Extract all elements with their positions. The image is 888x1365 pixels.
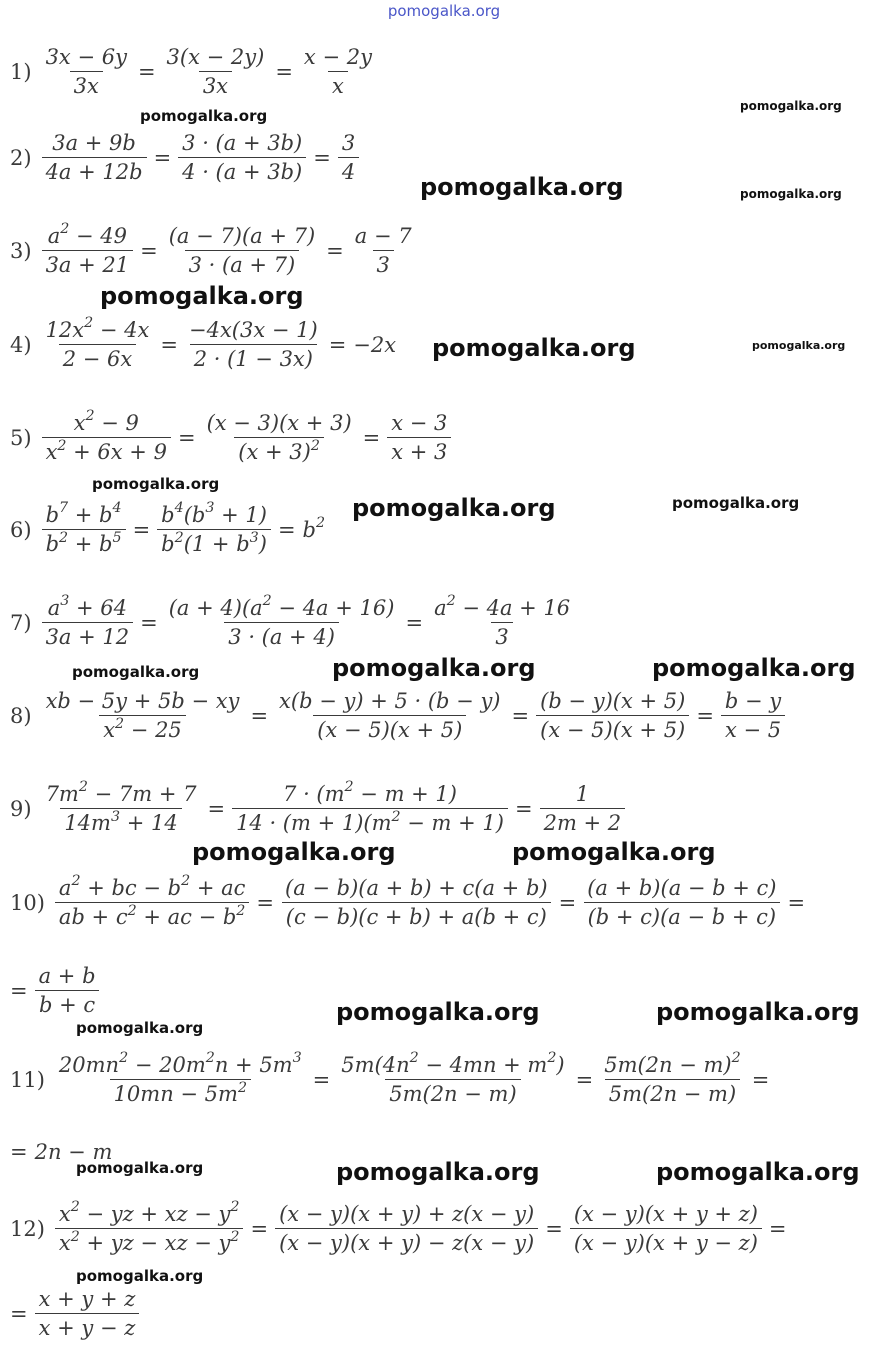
continuation-equals: = xyxy=(10,1301,28,1326)
denominator: 4a + 12b xyxy=(42,157,147,185)
fraction xyxy=(42,221,134,279)
denominator: x xyxy=(328,71,348,99)
numerator: x(b − y) + 5 · (b − y) xyxy=(279,688,501,713)
fraction xyxy=(165,593,399,651)
equals-sign: = xyxy=(132,517,151,542)
continuation-equals: = xyxy=(10,1140,28,1164)
watermark: pomogalka.org xyxy=(332,654,536,682)
problem-number: 11) xyxy=(10,1067,45,1092)
denominator: $x^2 - 25$ xyxy=(99,715,186,743)
equals-sign: = xyxy=(328,332,347,357)
denominator: 4 xyxy=(338,157,359,185)
equals-sign: = xyxy=(140,238,158,263)
numerator: $a^3 + 64$ xyxy=(47,593,127,620)
equation-line xyxy=(10,45,378,100)
denominator: 5m(2n − m) xyxy=(385,1079,520,1107)
numerator: x − 3 xyxy=(391,410,448,435)
watermark: pomogalka.org xyxy=(76,1267,204,1285)
numerator: 3a + 9b xyxy=(52,130,136,155)
watermark: pomogalka.org xyxy=(656,1158,860,1186)
fraction xyxy=(351,224,416,279)
denominator: x + y − z xyxy=(35,1313,140,1341)
problem-number: 3) xyxy=(10,238,32,263)
fraction xyxy=(42,315,154,373)
equals-sign: = xyxy=(312,1067,331,1092)
numerator: $b^4(b^3 + 1)$ xyxy=(161,500,267,527)
fraction xyxy=(42,131,147,186)
numerator: 3x − 6y xyxy=(45,44,127,69)
denominator: x + 3 xyxy=(387,437,451,465)
equals-sign: = xyxy=(277,517,296,542)
numerator: $7m^2 - 7m + 7$ xyxy=(45,779,197,806)
watermark: pomogalka.org xyxy=(420,173,624,201)
fraction xyxy=(430,593,574,651)
fraction xyxy=(178,131,306,186)
problem-number: 7) xyxy=(10,610,32,635)
denominator: (x − 5)(x + 5) xyxy=(313,715,466,743)
fraction xyxy=(387,411,451,466)
numerator: $a^2 - 49$ xyxy=(47,221,127,248)
numerator: xb − 5y + 5b − xy xyxy=(45,688,240,713)
result-expression: −2x xyxy=(353,332,397,357)
watermark: pomogalka.org xyxy=(92,475,220,493)
denominator: 3 xyxy=(491,622,512,650)
numerator: (a − 7)(a + 7) xyxy=(168,223,316,248)
numerator: $5m(2n - m)^2$ xyxy=(604,1050,741,1077)
equation-line xyxy=(10,1287,141,1342)
numerator: b − y xyxy=(724,688,782,713)
fraction xyxy=(163,45,269,100)
fraction xyxy=(35,964,100,1019)
numerator: $5m(4n^2 - 4mn + m^2)$ xyxy=(341,1050,565,1077)
numerator: a + b xyxy=(38,963,96,988)
equals-sign: = xyxy=(696,703,714,728)
equals-sign: = xyxy=(751,1067,770,1092)
denominator: 3x xyxy=(199,71,232,99)
equals-sign: = xyxy=(511,703,530,728)
fraction xyxy=(55,1050,306,1108)
numerator: −4x(3x − 1) xyxy=(188,317,318,342)
fraction xyxy=(185,318,322,373)
watermark: pomogalka.org xyxy=(76,1019,204,1037)
numerator: (x − y)(x + y + z) xyxy=(573,1201,758,1226)
denominator: (x − 5)(x + 5) xyxy=(536,715,689,743)
numerator: (x − 3)(x + 3) xyxy=(206,410,352,435)
watermark: pomogalka.org xyxy=(432,334,636,362)
denominator: 2 − 6x xyxy=(59,344,137,372)
watermark: pomogalka.org xyxy=(352,494,556,522)
numerator: x − 2y xyxy=(303,44,372,69)
denominator: (x − y)(x + y) − z(x − y) xyxy=(275,1228,538,1256)
problem-number: 5) xyxy=(10,425,32,450)
numerator: 1 xyxy=(575,781,590,806)
equals-sign: = xyxy=(250,703,269,728)
problem-number: 8) xyxy=(10,703,32,728)
equation-line xyxy=(10,1199,792,1257)
equals-sign: = xyxy=(177,425,196,450)
equation-line xyxy=(10,779,627,837)
denominator: 3 xyxy=(373,250,394,278)
denominator: $b^2 + b^5$ xyxy=(42,529,126,557)
equals-sign: = xyxy=(153,145,172,170)
fraction xyxy=(275,1202,538,1257)
denominator: 3a + 12 xyxy=(42,622,134,650)
problem-number: 6) xyxy=(10,517,32,542)
watermark: pomogalka.org xyxy=(656,998,860,1026)
watermark: pomogalka.org xyxy=(672,494,800,512)
equation-line xyxy=(10,500,326,558)
fraction xyxy=(165,224,319,279)
equation-line xyxy=(10,593,576,651)
equals-sign: = xyxy=(575,1067,594,1092)
continuation-equals: = xyxy=(10,978,28,1003)
denominator: 3 · (a + 4) xyxy=(224,622,339,650)
denominator: (x − y)(x + y − z) xyxy=(570,1228,762,1256)
equals-sign: = xyxy=(140,610,158,635)
problem-number: 1) xyxy=(10,59,32,84)
numerator: (x − y)(x + y) + z(x − y) xyxy=(279,1201,535,1226)
equation-line xyxy=(10,131,361,186)
equation-line xyxy=(10,221,418,279)
denominator: $14 \cdot (m + 1)(m^2 - m + 1)$ xyxy=(232,808,508,836)
watermark: pomogalka.org xyxy=(76,1159,204,1177)
numerator: $b^7 + b^4$ xyxy=(45,500,122,527)
fraction xyxy=(600,1050,744,1108)
problem-number: 4) xyxy=(10,332,32,357)
equation-line xyxy=(10,964,102,1019)
numerator: a − 7 xyxy=(354,223,412,248)
fraction xyxy=(55,873,249,931)
fraction xyxy=(536,689,689,744)
denominator: 3x xyxy=(70,71,103,99)
denominator: x − 5 xyxy=(721,715,785,743)
numerator: 3 xyxy=(341,130,356,155)
denominator: $10mn - 5m^2$ xyxy=(110,1079,251,1107)
equals-sign: = xyxy=(558,890,577,915)
watermark: pomogalka.org xyxy=(512,838,716,866)
watermark: pomogalka.org xyxy=(740,99,842,113)
denominator: 3 · (a + 7) xyxy=(185,250,300,278)
equation-line xyxy=(10,689,787,744)
numerator: $a^2 - 4a + 16$ xyxy=(434,593,571,620)
fraction xyxy=(42,779,201,837)
equation-line xyxy=(10,873,810,931)
numerator: (b − y)(x + 5) xyxy=(540,688,686,713)
fraction xyxy=(42,500,126,558)
numerator: $x^2$ − yz + xz − $y^2$ xyxy=(58,1199,240,1226)
denominator: (b + c)(a − b + c) xyxy=(584,902,781,930)
numerator: x + y + z xyxy=(38,1286,136,1311)
fraction xyxy=(540,782,626,837)
denominator: 5m(2n − m) xyxy=(605,1079,740,1107)
fraction xyxy=(338,131,359,186)
denominator: $x^2 + 6x + 9$ xyxy=(42,437,171,465)
denominator: 4 · (a + 3b) xyxy=(178,157,306,185)
equals-sign: = xyxy=(207,796,226,821)
problem-number: 12) xyxy=(10,1216,45,1241)
equals-sign: = xyxy=(545,1216,563,1241)
watermark: pomogalka.org xyxy=(336,1158,540,1186)
fraction xyxy=(35,1287,140,1342)
equals-sign: = xyxy=(405,610,424,635)
denominator: 2 · (1 − 3x) xyxy=(190,344,317,372)
fraction xyxy=(42,689,244,744)
watermark: pomogalka.org xyxy=(336,998,540,1026)
equals-sign: = xyxy=(514,796,533,821)
equals-sign: = xyxy=(275,59,293,84)
numerator: (a − b)(a + b) + c(a + b) xyxy=(285,875,548,900)
equals-sign: = xyxy=(256,890,274,915)
equation-line xyxy=(10,1050,774,1108)
equation-line xyxy=(10,315,397,373)
numerator: $a^2$ + bc − $b^2$ + ac xyxy=(58,873,246,900)
fraction xyxy=(203,411,356,466)
numerator: $x^2 - 9$ xyxy=(73,408,139,435)
site-header-link[interactable]: pomogalka.org xyxy=(387,2,501,20)
fraction xyxy=(583,876,780,931)
problem-number: 9) xyxy=(10,796,32,821)
denominator: $14m^3 + 14$ xyxy=(60,808,181,836)
denominator: 2m + 2 xyxy=(540,808,626,836)
watermark: pomogalka.org xyxy=(100,282,304,310)
numerator: $12x^2 - 4x$ xyxy=(45,315,150,342)
problem-number: 2) xyxy=(10,145,32,170)
fraction xyxy=(300,45,376,100)
watermark: pomogalka.org xyxy=(192,838,396,866)
denominator: b + c xyxy=(35,990,99,1018)
denominator: $(x + 3)^2$ xyxy=(234,437,324,465)
numerator: 3(x − 2y) xyxy=(166,44,265,69)
numerator: 3 · (a + 3b) xyxy=(182,130,303,155)
fraction xyxy=(157,500,271,558)
denominator: $b^2(1 + b^3)$ xyxy=(157,529,271,557)
numerator: $20mn^2 - 20m^2n + 5m^3$ xyxy=(58,1050,302,1077)
equals-sign: = xyxy=(250,1216,269,1241)
fraction xyxy=(42,408,171,466)
numerator: $7 \cdot (m^2 - m + 1)$ xyxy=(283,779,457,806)
equals-sign: = xyxy=(137,59,156,84)
equals-sign: = xyxy=(787,890,806,915)
equals-sign: = xyxy=(160,332,178,357)
fraction xyxy=(42,593,134,651)
equals-sign: = xyxy=(768,1216,787,1241)
denominator: (c − b)(c + b) + a(b + c) xyxy=(282,902,551,930)
equals-sign: = xyxy=(362,425,381,450)
fraction xyxy=(337,1050,568,1108)
fraction xyxy=(721,689,785,744)
numerator: $(a + 4)(a^2 - 4a + 16)$ xyxy=(168,593,395,620)
result-expression: $b^2$ xyxy=(302,515,326,542)
fraction xyxy=(570,1202,762,1257)
equals-sign: = xyxy=(326,238,344,263)
watermark: pomogalka.org xyxy=(72,663,200,681)
watermark: pomogalka.org xyxy=(740,187,842,201)
fraction xyxy=(42,45,131,100)
numerator: (a + b)(a − b + c) xyxy=(587,875,777,900)
fraction xyxy=(281,876,552,931)
fraction xyxy=(55,1199,244,1257)
watermark: pomogalka.org xyxy=(652,654,856,682)
equation-line xyxy=(10,408,453,466)
fraction xyxy=(232,779,508,837)
problem-number: 10) xyxy=(10,890,45,915)
watermark: pomogalka.org xyxy=(752,339,846,352)
denominator: 3a + 21 xyxy=(42,250,134,278)
denominator: ab + $c^2$ + ac − $b^2$ xyxy=(55,902,249,930)
watermark: pomogalka.org xyxy=(140,107,268,125)
result-expression: 2n − m xyxy=(34,1140,113,1164)
denominator: $x^2$ + yz − xz − $y^2$ xyxy=(55,1228,244,1256)
equals-sign: = xyxy=(313,145,331,170)
fraction xyxy=(275,689,504,744)
